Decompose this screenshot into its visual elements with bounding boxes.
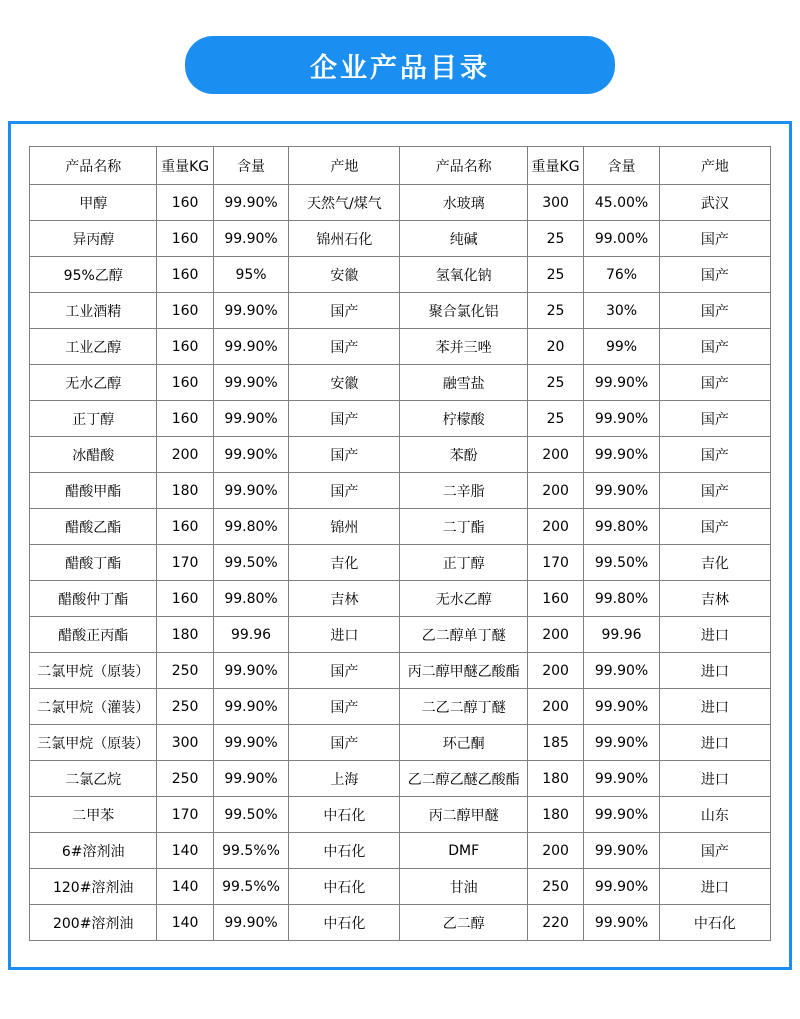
table-row [30,545,771,581]
table-cell: 180 [157,617,213,653]
table-cell: 氢氧化钠 [400,257,527,293]
table-cell: 进口 [659,725,770,761]
table-cell: 进口 [659,869,770,905]
table-cell: 160 [157,329,213,365]
table-cell: 武汉 [659,185,770,221]
column-header: 产品名称 [400,147,527,185]
table-cell: 醋酸仲丁酯 [30,581,157,617]
table-cell: 山东 [659,797,770,833]
product-table [29,146,771,941]
table-row [30,293,771,329]
table-cell: 160 [157,401,213,437]
table-cell: 25 [527,365,583,401]
table-row [30,185,771,221]
table-row [30,401,771,437]
table-cell: 200 [527,833,583,869]
table-cell: 二乙二醇丁醚 [400,689,527,725]
table-cell: 安徽 [289,365,400,401]
table-cell: 异丙醇 [30,221,157,257]
table-cell: 76% [584,257,660,293]
table-cell: 国产 [659,473,770,509]
table-cell: 国产 [659,401,770,437]
table-cell: 二丁酯 [400,509,527,545]
table-cell: 国产 [289,689,400,725]
table-cell: 99.50% [213,797,289,833]
table-cell: 99.90% [213,293,289,329]
table-cell: 160 [157,293,213,329]
table-cell: 上海 [289,761,400,797]
table-cell: 200 [527,617,583,653]
table-cell: 200#溶剂油 [30,905,157,941]
column-header: 产品名称 [30,147,157,185]
table-cell: 120#溶剂油 [30,869,157,905]
table-cell: 冰醋酸 [30,437,157,473]
table-cell: 99.80% [213,581,289,617]
table-cell: 180 [527,761,583,797]
table-cell: 安徽 [289,257,400,293]
table-cell: 99.90% [584,725,660,761]
table-cell: 99.96 [213,617,289,653]
table-cell: 250 [527,869,583,905]
table-cell: 进口 [659,761,770,797]
table-cell: 国产 [289,725,400,761]
table-cell: 国产 [659,437,770,473]
table-cell: 170 [157,545,213,581]
table-cell: 国产 [659,257,770,293]
table-cell: 200 [527,473,583,509]
table-cell: 国产 [659,365,770,401]
column-header: 重量KG [527,147,583,185]
table-cell: 甘油 [400,869,527,905]
table-cell: 250 [157,761,213,797]
table-cell: 国产 [289,329,400,365]
table-cell: 乙二醇乙醚乙酸酯 [400,761,527,797]
table-cell: 国产 [659,509,770,545]
table-cell: 200 [527,437,583,473]
table-cell: 吉化 [659,545,770,581]
table-cell: 工业乙醇 [30,329,157,365]
table-cell: 国产 [659,221,770,257]
table-cell: 99.50% [213,545,289,581]
table-cell: 进口 [289,617,400,653]
table-cell: 三氯甲烷（原装） [30,725,157,761]
table-cell: 醋酸甲酯 [30,473,157,509]
table-cell: 国产 [289,437,400,473]
table-row [30,581,771,617]
table-cell: 170 [157,797,213,833]
table-cell: 锦州 [289,509,400,545]
table-cell: 中石化 [289,797,400,833]
table-cell: 99.90% [213,365,289,401]
table-cell: 160 [527,581,583,617]
table-cell: 99% [584,329,660,365]
table-row [30,617,771,653]
table-cell: 吉化 [289,545,400,581]
table-cell: 环己酮 [400,725,527,761]
table-cell: 99.90% [584,689,660,725]
table-cell: 200 [527,509,583,545]
page-title: 企业产品目录 [185,36,615,94]
table-cell: 99.90% [584,653,660,689]
table-cell: 无水乙醇 [30,365,157,401]
table-cell: 中石化 [659,905,770,941]
table-row [30,257,771,293]
table-cell: 99.90% [213,329,289,365]
table-cell: 醋酸正丙酯 [30,617,157,653]
table-cell: 300 [527,185,583,221]
table-cell: 水玻璃 [400,185,527,221]
table-cell: 吉林 [289,581,400,617]
table-cell: 99.90% [584,905,660,941]
table-cell: 200 [157,437,213,473]
table-cell: 99.96 [584,617,660,653]
table-row [30,221,771,257]
table-cell: 醋酸乙酯 [30,509,157,545]
table-cell: 99.90% [213,725,289,761]
table-cell: 25 [527,221,583,257]
table-cell: 中石化 [289,833,400,869]
table-cell: 99.5%% [213,869,289,905]
table-cell: 160 [157,509,213,545]
table-cell: 99.90% [584,833,660,869]
table-row [30,329,771,365]
table-cell: 二辛脂 [400,473,527,509]
table-cell: 丙二醇甲醚 [400,797,527,833]
table-cell: 乙二醇 [400,905,527,941]
table-cell: 99.5%% [213,833,289,869]
table-row [30,797,771,833]
table-cell: 25 [527,401,583,437]
table-row [30,653,771,689]
table-cell: 进口 [659,617,770,653]
table-cell: 乙二醇单丁醚 [400,617,527,653]
table-cell: 140 [157,905,213,941]
table-cell: 国产 [659,329,770,365]
table-cell: 中石化 [289,905,400,941]
table-cell: 160 [157,257,213,293]
table-cell: 99.00% [584,221,660,257]
table-cell: 99.90% [584,437,660,473]
table-cell: 国产 [289,653,400,689]
table-cell: 140 [157,833,213,869]
table-cell: 99.90% [213,437,289,473]
table-cell: 99.90% [584,365,660,401]
table-cell: 中石化 [289,869,400,905]
table-cell: 苯并三唑 [400,329,527,365]
column-header: 重量KG [157,147,213,185]
table-cell: DMF [400,833,527,869]
column-header: 产地 [289,147,400,185]
table-cell: 99.90% [213,905,289,941]
table-cell: 99.80% [584,509,660,545]
table-frame [8,121,792,970]
table-cell: 160 [157,185,213,221]
table-cell: 99.50% [584,545,660,581]
table-cell: 95%乙醇 [30,257,157,293]
table-row [30,725,771,761]
table-cell: 进口 [659,653,770,689]
table-cell: 99.90% [584,869,660,905]
table-cell: 锦州石化 [289,221,400,257]
table-cell: 220 [527,905,583,941]
table-row [30,833,771,869]
column-header: 产地 [659,147,770,185]
table-cell: 国产 [289,401,400,437]
table-row [30,905,771,941]
table-header [30,147,771,185]
table-cell: 99.90% [584,797,660,833]
table-cell: 正丁醇 [400,545,527,581]
table-cell: 丙二醇甲醚乙酸酯 [400,653,527,689]
table-cell: 99.90% [213,761,289,797]
column-header: 含量 [213,147,289,185]
table-cell: 醋酸丁酯 [30,545,157,581]
table-cell: 45.00% [584,185,660,221]
header-row [30,147,771,185]
table-cell: 160 [157,581,213,617]
table-cell: 甲醇 [30,185,157,221]
table-cell: 99.90% [213,221,289,257]
table-cell: 二氯乙烷 [30,761,157,797]
table-cell: 95% [213,257,289,293]
table-cell: 国产 [289,473,400,509]
table-cell: 柠檬酸 [400,401,527,437]
table-row [30,509,771,545]
table-cell: 20 [527,329,583,365]
table-cell: 160 [157,365,213,401]
table-cell: 融雪盐 [400,365,527,401]
table-cell: 250 [157,689,213,725]
table-row [30,869,771,905]
table-cell: 200 [527,653,583,689]
table-cell: 二氯甲烷（原装） [30,653,157,689]
table-cell: 99.90% [584,473,660,509]
table-cell: 250 [157,653,213,689]
table-cell: 140 [157,869,213,905]
table-cell: 苯酚 [400,437,527,473]
table-row [30,689,771,725]
table-cell: 25 [527,293,583,329]
table-cell: 160 [157,221,213,257]
table-cell: 185 [527,725,583,761]
table-cell: 6#溶剂油 [30,833,157,869]
table-cell: 300 [157,725,213,761]
table-cell: 99.90% [213,689,289,725]
table-row [30,761,771,797]
table-cell: 二氯甲烷（灌装） [30,689,157,725]
table-cell: 国产 [289,293,400,329]
table-cell: 进口 [659,689,770,725]
title-area [0,0,800,94]
table-cell: 25 [527,257,583,293]
table-cell: 99.90% [213,473,289,509]
table-cell: 180 [157,473,213,509]
table-cell: 99.90% [584,401,660,437]
table-row [30,473,771,509]
table-cell: 180 [527,797,583,833]
table-cell: 99.90% [213,185,289,221]
table-cell: 工业酒精 [30,293,157,329]
table-cell: 二甲苯 [30,797,157,833]
table-cell: 聚合氯化铝 [400,293,527,329]
table-cell: 99.80% [584,581,660,617]
table-cell: 99.90% [584,761,660,797]
table-cell: 30% [584,293,660,329]
table-body [30,185,771,941]
table-cell: 天然气/煤气 [289,185,400,221]
table-cell: 纯碱 [400,221,527,257]
table-row [30,365,771,401]
table-cell: 国产 [659,293,770,329]
table-cell: 国产 [659,833,770,869]
column-header: 含量 [584,147,660,185]
table-cell: 吉林 [659,581,770,617]
table-cell: 170 [527,545,583,581]
table-cell: 99.80% [213,509,289,545]
table-row [30,437,771,473]
table-cell: 99.90% [213,653,289,689]
table-cell: 200 [527,689,583,725]
table-cell: 正丁醇 [30,401,157,437]
table-cell: 无水乙醇 [400,581,527,617]
table-cell: 99.90% [213,401,289,437]
